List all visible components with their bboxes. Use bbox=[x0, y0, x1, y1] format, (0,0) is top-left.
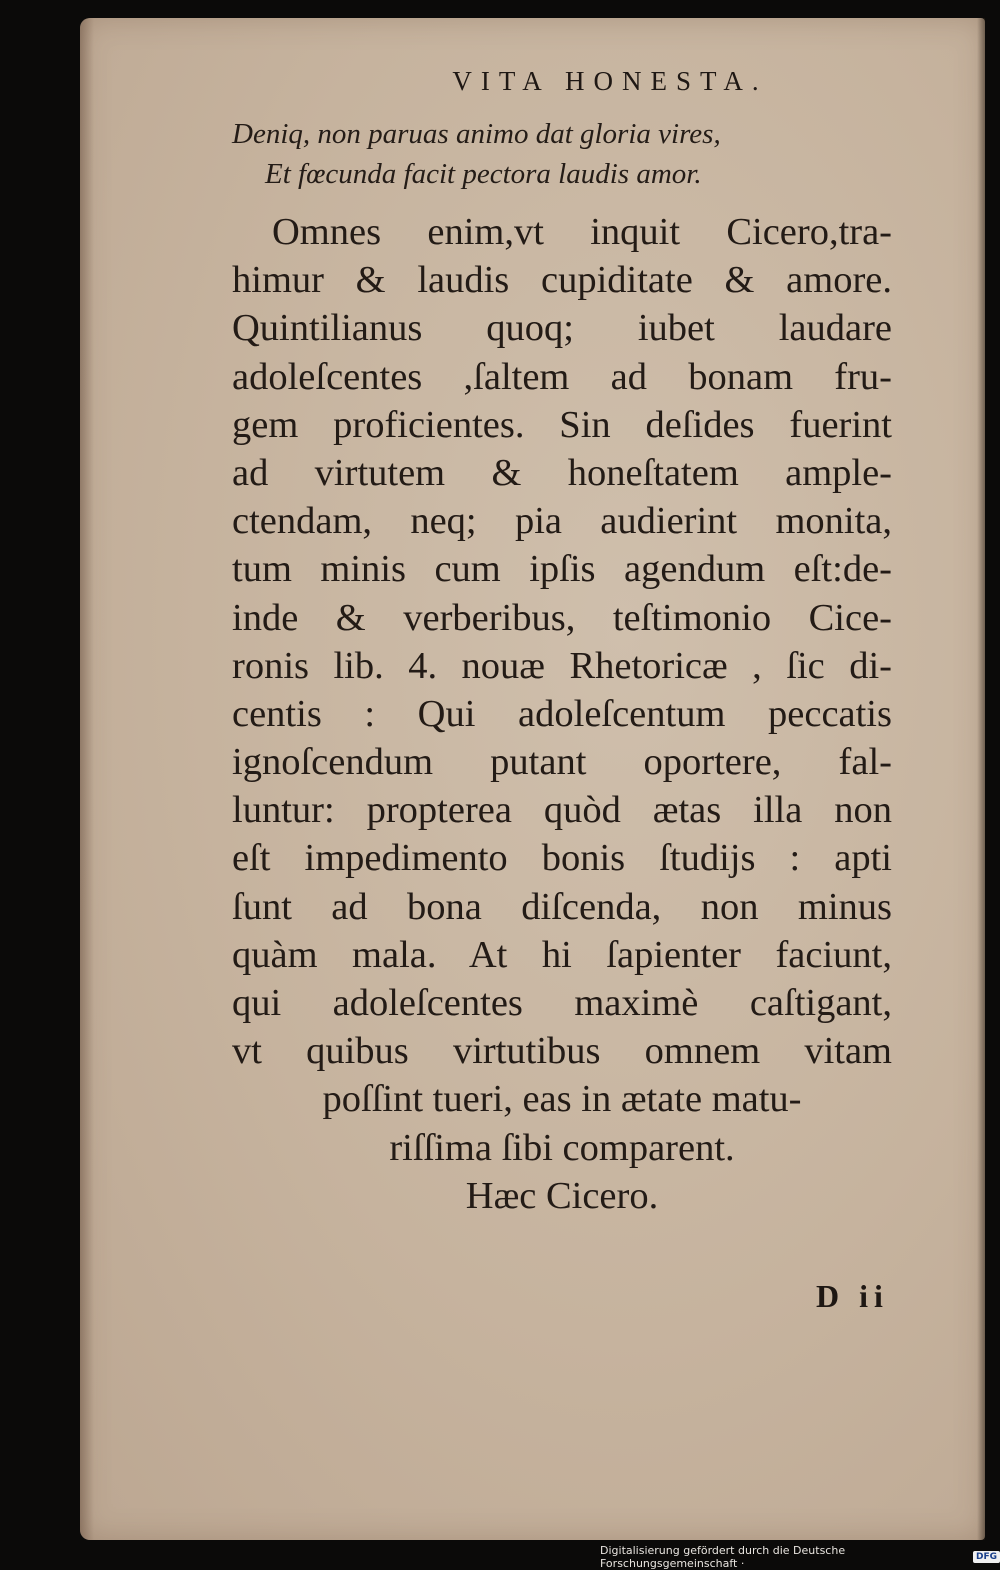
verse-line-1: Deniq, non paruas animo dat gloria vires, bbox=[232, 118, 721, 150]
body-line: gem proficientes. Sin deſides fuerint bbox=[232, 403, 892, 446]
body-line: ſunt ad bona diſcenda, non minus bbox=[232, 885, 892, 928]
body-line: adoleſcentes ,ſaltem ad bonam fru- bbox=[232, 355, 892, 398]
body-line: eſt impedimento bonis ſtudijs : apti bbox=[232, 837, 892, 880]
body-line: Omnes enim,vt inquit Cicero,tra- bbox=[272, 211, 892, 253]
body-line: Hæc Cicero. bbox=[465, 1174, 659, 1217]
footer-text: Digitalisierung gefördert durch die Deutsche Forschungsgemeinschaft · bbox=[600, 1544, 846, 1570]
body-line: riſſima ſibi comparent. bbox=[389, 1126, 735, 1169]
body-line: inde & verberibus, teſtimonio Cice- bbox=[232, 596, 892, 639]
verse-line-2: Et fœcunda facit pectora laudis amor. bbox=[265, 158, 702, 190]
body-line: qui adoleſcentes maximè caſtigant, bbox=[232, 982, 892, 1024]
page-gutter-shadow bbox=[80, 18, 94, 1540]
body-line: vt quibus virtutibus omnem vitam bbox=[232, 1030, 892, 1073]
signature-mark: D ii bbox=[816, 1278, 889, 1314]
body-line: ctendam, neq; pia audierint monita, bbox=[232, 500, 892, 543]
body-text bbox=[232, 208, 892, 1220]
body-line: Quintilianus quoq; iubet laudare bbox=[232, 307, 892, 350]
body-line: quàm mala. At hi ſapienter faciunt, bbox=[232, 933, 892, 976]
body-line: poſſint tueri, eas in ætate matu- bbox=[322, 1078, 802, 1121]
body-line: himur & laudis cupiditate & amore. bbox=[232, 259, 892, 302]
dfg-logo: DFG bbox=[973, 1551, 1000, 1563]
page-edge bbox=[977, 18, 985, 1540]
body-line: ignoſcendum putant oportere, fal- bbox=[232, 741, 892, 784]
body-line: centis : Qui adoleſcentum peccatis bbox=[232, 692, 892, 735]
body-line: ronis lib. 4. nouæ Rhetoricæ , ſic di- bbox=[232, 644, 892, 687]
digitization-footer bbox=[600, 1544, 1000, 1570]
body-line: ad virtutem & honeſtatem ample- bbox=[232, 451, 892, 494]
body-line: tum minis cum ipſis agendum eſt:de- bbox=[232, 548, 892, 591]
body-line: luntur: propterea quòd ætas illa non bbox=[232, 789, 892, 832]
running-head: VITA HONESTA. bbox=[452, 66, 768, 96]
